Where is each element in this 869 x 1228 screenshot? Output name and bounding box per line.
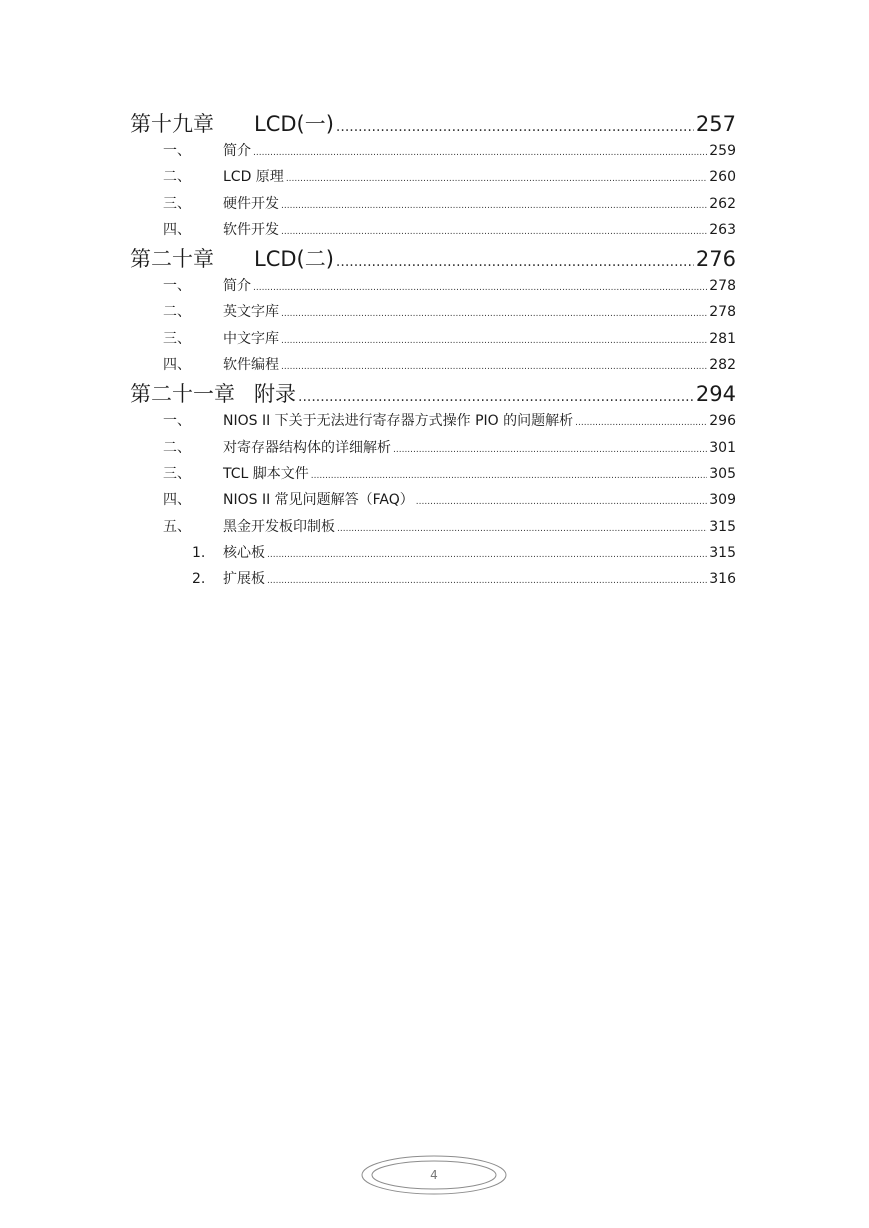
toc-chapter[interactable] [130,110,736,138]
dot-leader [281,193,707,219]
toc-title: 简介 [223,143,251,159]
toc-page: 278 [709,278,736,295]
toc-number: 二、 [163,304,191,321]
toc-page: 260 [709,169,736,186]
toc-page: 259 [709,143,736,159]
dot-leader [281,354,707,380]
toc-subsection[interactable] [130,540,736,566]
toc-page: 315 [709,544,736,561]
dot-leader [311,463,708,489]
toc-section[interactable] [130,299,736,325]
toc-section[interactable] [130,217,736,243]
dot-leader [281,301,707,327]
toc-chapter[interactable] [130,380,736,408]
toc-page: 281 [709,330,736,347]
toc-section[interactable] [130,352,736,378]
toc-page: 316 [709,571,736,588]
toc-section[interactable] [130,514,736,540]
table-of-contents [130,108,736,592]
toc-page: 315 [709,518,736,535]
toc-number: 1. [192,544,206,561]
toc-number: 四、 [163,492,191,509]
toc-section[interactable] [130,191,736,217]
toc-number: 二、 [163,439,191,456]
toc-page: 263 [709,221,736,238]
dot-leader [286,166,707,192]
toc-section[interactable] [130,408,736,434]
dot-leader [253,140,707,166]
toc-title: 硬件开发 [223,195,279,212]
toc-page: 262 [709,195,736,212]
toc-title: 英文字库 [223,304,279,321]
toc-title: 对寄存器结构体的详细解析 [223,439,391,456]
toc-number: 三、 [163,330,191,347]
toc-title: LCD(二) [254,247,334,272]
dot-leader [253,275,707,301]
dot-leader [267,568,707,594]
toc-page: 282 [709,357,736,374]
toc-number: 第二十一章 [130,382,235,407]
toc-number: 三、 [163,465,191,482]
toc-section[interactable] [130,326,736,352]
toc-number: 2. [192,571,206,588]
toc-title: 扩展板 [223,571,265,588]
dot-leader [281,219,707,245]
toc-number: 四、 [163,221,191,238]
toc-section[interactable] [130,164,736,190]
toc-page: 278 [709,304,736,321]
toc-title: LCD(一) [254,112,334,136]
toc-title: 核心板 [223,544,265,561]
page-footer [360,1154,508,1196]
toc-page: 305 [709,465,736,482]
toc-page: 276 [695,247,736,272]
toc-number: 一、 [163,143,191,159]
toc-section[interactable] [130,138,736,164]
dot-leader [298,383,694,411]
toc-section[interactable] [130,435,736,461]
toc-page: 257 [695,112,736,136]
dot-leader [575,410,707,436]
dot-leader [416,489,707,515]
toc-section[interactable] [130,487,736,513]
toc-number: 五、 [163,518,191,535]
toc-number: 第二十章 [130,247,214,272]
toc-title: NIOS II 常见问题解答（FAQ） [223,492,414,509]
dot-leader [267,542,707,568]
toc-title: LCD 原理 [223,169,284,186]
toc-number: 一、 [163,413,191,430]
toc-section[interactable] [130,273,736,299]
dot-leader [393,437,707,463]
toc-page: 294 [695,382,736,407]
toc-title: 简介 [223,278,251,295]
toc-page: 296 [709,413,736,430]
toc-title: 中文字库 [223,330,279,347]
toc-title: TCL 脚本文件 [223,465,309,482]
toc-subsection[interactable] [130,566,736,592]
toc-page: 309 [709,492,736,509]
toc-chapter[interactable] [130,245,736,273]
toc-section[interactable] [130,461,736,487]
toc-title: 软件编程 [223,357,279,374]
toc-title: NIOS II 下关于无法进行寄存器方式操作 PIO 的问题解析 [223,413,574,430]
dot-leader [336,248,694,276]
dot-leader [281,328,707,354]
toc-title: 软件开发 [223,221,279,238]
dot-leader [337,516,707,542]
toc-number: 二、 [163,169,191,186]
toc-title: 附录 [254,382,296,407]
toc-number: 三、 [163,195,191,212]
page-number: 4 [430,1168,438,1182]
toc-number: 一、 [163,278,191,295]
toc-number: 四、 [163,357,191,374]
toc-page: 301 [709,439,736,456]
dot-leader [336,113,694,141]
toc-title: 黑金开发板印制板 [223,518,335,535]
toc-number: 第十九章 [130,112,214,136]
